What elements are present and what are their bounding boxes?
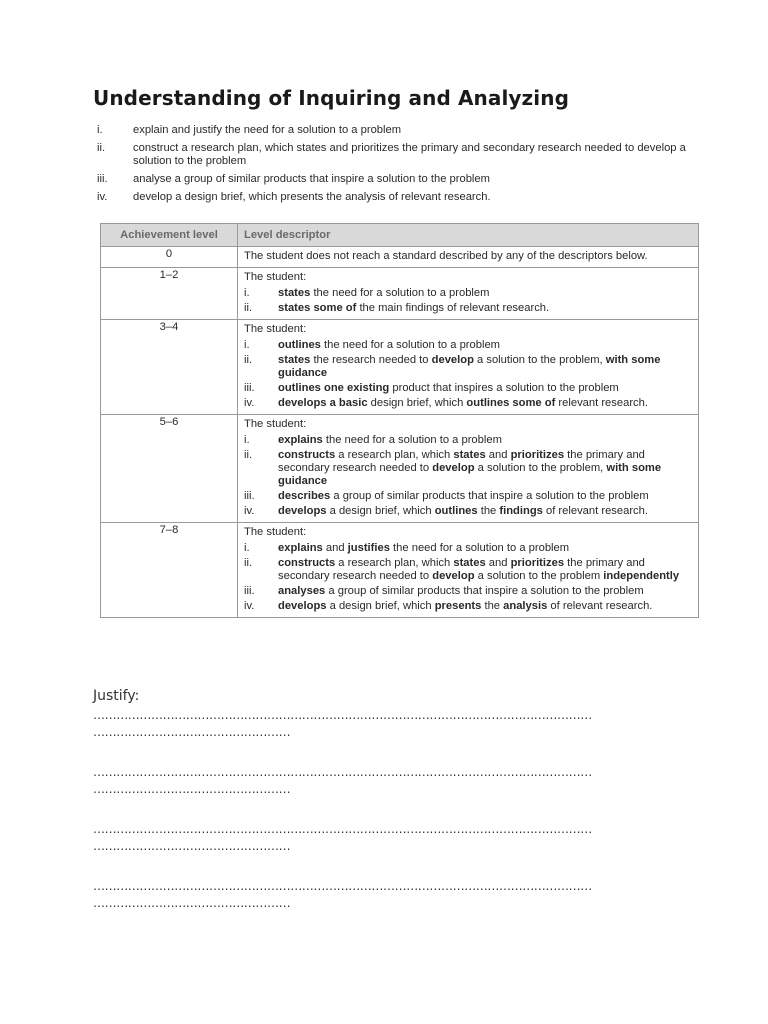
- descriptor-text: a research plan, which: [335, 449, 454, 461]
- command-term: states: [278, 287, 311, 299]
- level-descriptor: [238, 415, 699, 523]
- descriptor-text: a solution to the problem,: [474, 462, 607, 474]
- rubric-body: [101, 247, 699, 618]
- descriptor-item-number: ii.: [244, 557, 253, 569]
- descriptor-item-text: [278, 449, 692, 488]
- command-term: develops: [278, 505, 327, 517]
- criteria-text: construct a research plan, which states and prioritizes the primary and secondary research needed to develop a solution to the problem: [133, 142, 686, 167]
- command-term: develops: [278, 600, 327, 612]
- descriptor-text: a group of similar products that inspire a solution to the problem: [325, 585, 644, 597]
- descriptor-item-text: [278, 397, 692, 410]
- command-term: findings: [499, 505, 543, 517]
- header-level-descriptor: Level descriptor: [238, 224, 699, 247]
- descriptor-intro: The student:: [244, 271, 307, 283]
- descriptor-text: the research needed to: [310, 354, 432, 366]
- descriptor-text: a group of similar products that inspire a solution to the problem: [330, 490, 649, 502]
- criteria-number: i.: [97, 124, 103, 136]
- rubric-row: [101, 415, 699, 523]
- descriptor-text: and: [485, 449, 511, 461]
- descriptor-item: [244, 505, 692, 518]
- criteria-list: [97, 124, 707, 209]
- descriptor-item-text: [278, 434, 692, 447]
- descriptor-text: the main findings of relevant research.: [356, 302, 550, 314]
- criteria-item: [97, 142, 707, 168]
- descriptor-item-text: [278, 339, 692, 352]
- descriptor-item-text: [278, 557, 692, 583]
- header-achievement-level: Achievement level: [101, 224, 238, 247]
- descriptor-item: [244, 600, 692, 613]
- rubric-row: [101, 523, 699, 618]
- descriptor-item: [244, 397, 692, 410]
- command-term: develop: [431, 354, 474, 366]
- descriptor-item: [244, 302, 692, 315]
- descriptor-item: [244, 585, 692, 598]
- descriptor-text: of relevant research.: [542, 505, 648, 517]
- descriptor-item-number: i.: [244, 339, 250, 351]
- descriptor-item-number: iv.: [244, 600, 255, 612]
- descriptor-item-number: iv.: [244, 505, 255, 517]
- descriptor-item-text: [278, 287, 692, 300]
- answer-block[interactable]: [93, 821, 673, 855]
- command-term: explains: [278, 434, 323, 446]
- command-term: analysis: [503, 600, 548, 612]
- descriptor-item: [244, 354, 692, 380]
- descriptor-intro: The student:: [244, 418, 307, 430]
- descriptor-item-text: [278, 354, 692, 380]
- command-term: constructs: [278, 557, 336, 569]
- rubric-header-row: [101, 224, 699, 247]
- descriptor-text: and: [322, 542, 348, 554]
- descriptor-text: the need for a solution to a problem: [310, 287, 490, 299]
- command-term: outlines some of: [466, 397, 556, 409]
- descriptor-item: [244, 434, 692, 447]
- dotted-answer-line[interactable]: …………………………………………………………………………………………………………………: [93, 822, 592, 836]
- command-term: independently: [603, 570, 680, 582]
- descriptor-text: relevant research.: [555, 397, 648, 409]
- command-term: constructs: [278, 449, 336, 461]
- command-term: states some of: [278, 302, 357, 314]
- level-descriptor: The student does not reach a standard described by any of the descriptors below.: [238, 247, 699, 268]
- command-term: with some guidance: [278, 354, 661, 379]
- descriptor-text: and: [485, 557, 511, 569]
- command-term: develop: [432, 462, 475, 474]
- descriptor-text: the primary and secondary research needed to: [278, 449, 645, 474]
- command-term: justifies: [347, 542, 390, 554]
- descriptor-intro: The student:: [244, 526, 307, 538]
- descriptor-text: the need for a solution to a problem: [389, 542, 570, 554]
- descriptor-item-text: [278, 600, 692, 613]
- command-term: states: [278, 354, 311, 366]
- command-term: presents: [434, 600, 482, 612]
- descriptor-item-text: [278, 542, 692, 555]
- criteria-item: [97, 173, 707, 186]
- descriptor-item: [244, 557, 692, 583]
- descriptor-item-number: i.: [244, 542, 250, 554]
- criteria-text: explain and justify the need for a solution to a problem: [133, 124, 402, 136]
- level-descriptor: [238, 320, 699, 415]
- command-term: develops a basic: [278, 397, 368, 409]
- descriptor-item: [244, 490, 692, 503]
- criteria-item: [97, 124, 707, 137]
- descriptor-item-number: iii.: [244, 490, 255, 502]
- dotted-answer-line[interactable]: …………………………………………………………………………………………………………………: [93, 708, 592, 722]
- descriptor-text: the need for a solution to a problem: [320, 339, 501, 351]
- descriptor-text: product that inspires a solution to the problem: [389, 382, 619, 394]
- descriptor-text: the: [481, 600, 504, 612]
- command-term: analyses: [278, 585, 326, 597]
- descriptor-item-number: ii.: [244, 449, 253, 461]
- justify-label: Justify:: [93, 688, 140, 704]
- descriptor-text: a design brief, which: [326, 505, 435, 517]
- descriptor-item: [244, 449, 692, 488]
- rubric-table: [100, 223, 699, 618]
- page-title: Understanding of Inquiring and Analyzing: [93, 86, 570, 110]
- descriptor-text: the: [477, 505, 500, 517]
- command-term: outlines: [434, 505, 478, 517]
- descriptor-text: of relevant research.: [547, 600, 653, 612]
- achievement-level: 5–6: [101, 415, 238, 523]
- command-term: develop: [432, 570, 475, 582]
- command-term: explains: [278, 542, 323, 554]
- descriptor-item-number: ii.: [244, 354, 253, 366]
- descriptor-text: a solution to the problem: [474, 570, 604, 582]
- command-term: outlines: [278, 339, 321, 351]
- descriptor-text: the need for a solution to a problem: [322, 434, 502, 446]
- command-term: with some guidance: [278, 462, 662, 487]
- answer-block[interactable]: [93, 707, 673, 741]
- descriptor-item-text: [278, 490, 692, 503]
- descriptor-item-text: [278, 302, 692, 315]
- descriptor-intro: The student:: [244, 323, 307, 335]
- descriptor-item-text: [278, 505, 692, 518]
- rubric-row: [101, 268, 699, 320]
- dotted-answer-line[interactable]: ……………………………………………: [93, 725, 291, 739]
- command-term: outlines one existing: [278, 382, 390, 394]
- achievement-level: 7–8: [101, 523, 238, 618]
- dotted-answer-line[interactable]: ……………………………………………: [93, 896, 291, 910]
- descriptor-item-text: [278, 585, 692, 598]
- descriptor-item-number: ii.: [244, 302, 253, 314]
- rubric-row: [101, 320, 699, 415]
- command-term: prioritizes: [510, 557, 565, 569]
- dotted-answer-line[interactable]: …………………………………………………………………………………………………………………: [93, 765, 592, 779]
- answer-block[interactable]: [93, 764, 673, 798]
- criteria-number: iii.: [97, 173, 108, 185]
- descriptor-item: [244, 542, 692, 555]
- dotted-answer-line[interactable]: ……………………………………………: [93, 839, 291, 853]
- criteria-text: analyse a group of similar products that inspire a solution to the problem: [133, 173, 490, 185]
- descriptor-item-number: i.: [244, 287, 250, 299]
- command-term: states: [453, 449, 486, 461]
- descriptor-item: [244, 382, 692, 395]
- achievement-level: 3–4: [101, 320, 238, 415]
- descriptor-text: a solution to the problem,: [473, 354, 606, 366]
- achievement-level: 0: [101, 247, 238, 268]
- criteria-number: iv.: [97, 191, 108, 203]
- command-term: describes: [278, 490, 331, 502]
- command-term: prioritizes: [510, 449, 565, 461]
- answer-block[interactable]: [93, 878, 673, 912]
- descriptor-item-number: iii.: [244, 382, 255, 394]
- command-term: states: [453, 557, 486, 569]
- rubric-row: [101, 247, 699, 268]
- descriptor-item-number: iv.: [244, 397, 255, 409]
- descriptor-text: a design brief, which: [326, 600, 435, 612]
- criteria-item: [97, 191, 707, 204]
- descriptor-item-text: [278, 382, 692, 395]
- dotted-answer-line[interactable]: ……………………………………………: [93, 782, 291, 796]
- answer-lines[interactable]: [93, 707, 673, 935]
- descriptor-text: design brief, which: [367, 397, 467, 409]
- descriptor-item: [244, 287, 692, 300]
- criteria-text: develop a design brief, which presents the analysis of relevant research.: [133, 191, 491, 203]
- descriptor-text: a research plan, which: [335, 557, 454, 569]
- descriptor-item: [244, 339, 692, 352]
- descriptor-item-number: iii.: [244, 585, 255, 597]
- dotted-answer-line[interactable]: …………………………………………………………………………………………………………………: [93, 879, 592, 893]
- criteria-number: ii.: [97, 142, 106, 154]
- descriptor-text: the primary and secondary research needed to: [278, 557, 645, 582]
- level-descriptor: [238, 523, 699, 618]
- achievement-level: 1–2: [101, 268, 238, 320]
- descriptor-item-number: i.: [244, 434, 250, 446]
- level-descriptor: [238, 268, 699, 320]
